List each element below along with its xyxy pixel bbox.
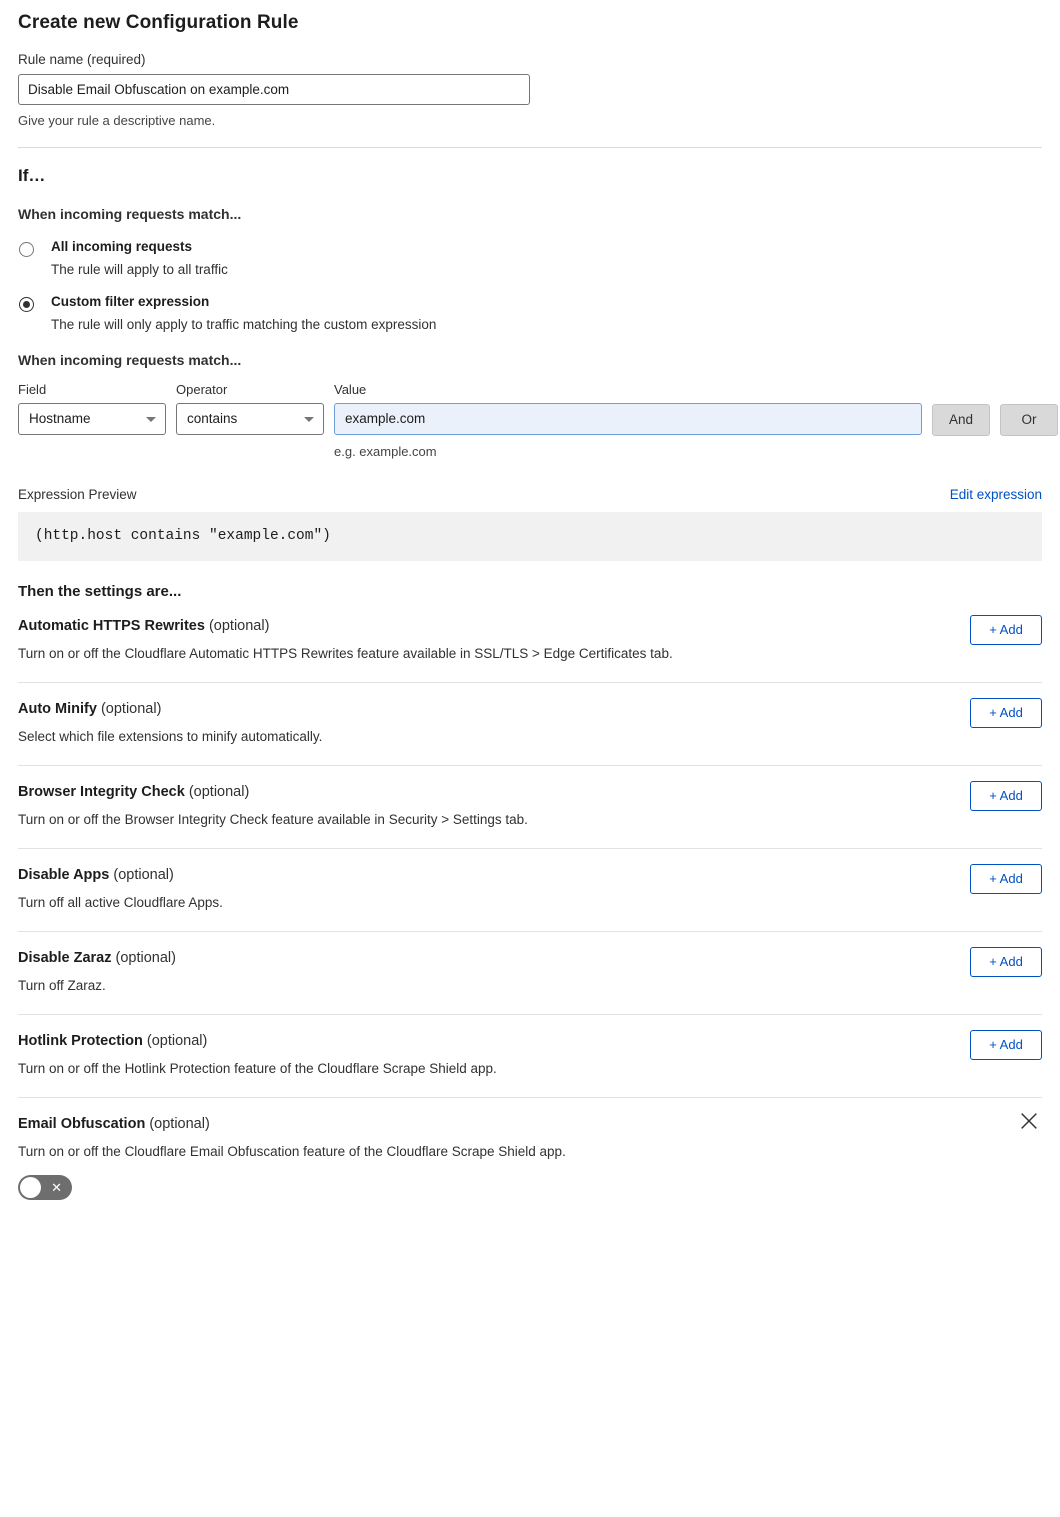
setting-optional: (optional) [115, 949, 176, 966]
email-obfuscation-toggle[interactable] [18, 1175, 72, 1200]
radio-icon-custom-filter[interactable] [19, 297, 34, 312]
add-button-auto-minify[interactable]: + Add [970, 698, 1042, 728]
setting-optional: (optional) [208, 617, 270, 634]
setting-title [18, 618, 1042, 634]
operator-column [176, 382, 324, 435]
radio-option-all-requests[interactable] [18, 240, 1042, 277]
rule-name-label: Rule name (required) [18, 52, 146, 67]
setting-name: Automatic HTTPS Rewrites [18, 617, 205, 634]
operator-label: Operator [176, 381, 228, 397]
setting-optional: (optional) [188, 783, 250, 800]
setting-optional: (optional) [113, 866, 174, 883]
radio-desc-custom-filter: The rule will only apply to traffic matching the custom expression [51, 316, 437, 332]
setting-disable-apps [18, 849, 1042, 932]
setting-title [18, 950, 1042, 966]
match-heading: When incoming requests match... [18, 206, 242, 222]
setting-title [18, 784, 1042, 800]
value-hint: e.g. example.com [334, 443, 437, 459]
add-button-disable-apps[interactable]: + Add [970, 864, 1042, 894]
and-button-wrap [932, 382, 990, 436]
setting-title [18, 1033, 1042, 1049]
setting-title [18, 1116, 1042, 1132]
setting-optional: (optional) [146, 1032, 208, 1049]
toggle-knob [20, 1177, 41, 1198]
setting-name: Hotlink Protection [18, 1032, 143, 1049]
setting-title [18, 701, 1042, 717]
filter-builder-row [18, 382, 1042, 459]
operator-select[interactable] [176, 403, 324, 435]
add-button-disable-zaraz[interactable]: + Add [970, 947, 1042, 977]
rule-name-group [18, 52, 1042, 128]
then-settings-heading: Then the settings are... [18, 582, 182, 600]
close-icon: ✕ [51, 1179, 62, 1195]
add-button-automatic-https-rewrites[interactable]: + Add [970, 615, 1042, 645]
chevron-down-icon [146, 417, 156, 422]
and-button[interactable]: And [932, 404, 990, 436]
setting-name: Browser Integrity Check [18, 783, 185, 800]
setting-auto-minify [18, 683, 1042, 766]
or-button[interactable]: Or [1000, 404, 1058, 436]
setting-description: Turn off Zaraz. [18, 977, 106, 993]
divider [18, 147, 1042, 148]
setting-name: Disable Apps [18, 866, 110, 883]
operator-select-value: contains [187, 411, 238, 427]
field-select-value: Hostname [29, 411, 91, 427]
expression-header [18, 487, 1042, 502]
setting-description: Turn on or off the Cloudflare Email Obfuscation feature of the Cloudflare Scrape Shield app. [18, 1143, 566, 1159]
setting-name: Auto Minify [18, 700, 97, 717]
filter-builder-heading: When incoming requests match... [18, 351, 242, 368]
value-column [334, 382, 922, 459]
or-button-wrap [1000, 382, 1058, 436]
setting-title [18, 867, 1042, 883]
rule-name-help: Give your rule a descriptive name. [18, 113, 216, 128]
expression-preview-label: Expression Preview [18, 486, 137, 502]
setting-name: Disable Zaraz [18, 949, 112, 966]
radio-option-custom-filter[interactable] [18, 295, 1042, 332]
page-title: Create new Configuration Rule [18, 12, 299, 33]
remove-setting-icon[interactable] [1018, 1110, 1040, 1132]
setting-name: Email Obfuscation [18, 1115, 146, 1132]
edit-expression-link[interactable]: Edit expression [949, 486, 1042, 502]
setting-description: Turn on or off the Browser Integrity Check feature available in Security > Settings tab. [18, 811, 528, 827]
add-button-browser-integrity-check[interactable]: + Add [970, 781, 1042, 811]
value-label: Value [334, 381, 367, 397]
field-label: Field [18, 381, 47, 397]
value-input[interactable] [334, 403, 922, 435]
setting-hotlink-protection [18, 1015, 1042, 1098]
chevron-down-icon [304, 417, 314, 422]
setting-description: Turn on or off the Hotlink Protection feature of the Cloudflare Scrape Shield app. [18, 1060, 497, 1076]
setting-email-obfuscation [18, 1098, 1042, 1226]
setting-optional: (optional) [149, 1115, 210, 1132]
expression-preview-box: (http.host contains "example.com") [18, 512, 1042, 561]
setting-optional: (optional) [100, 700, 162, 717]
radio-desc-all-requests: The rule will apply to all traffic [51, 261, 228, 277]
radio-label-custom-filter: Custom filter expression [51, 293, 210, 309]
setting-description: Turn off all active Cloudflare Apps. [18, 894, 223, 910]
if-section-heading: If… [18, 166, 46, 185]
field-select[interactable] [18, 403, 166, 435]
radio-label-all-requests: All incoming requests [51, 239, 193, 254]
rule-name-input[interactable] [18, 74, 530, 105]
setting-disable-zaraz [18, 932, 1042, 1015]
setting-description: Select which file extensions to minify automatically. [18, 728, 323, 744]
setting-automatic-https-rewrites [18, 600, 1042, 683]
radio-icon-all-requests[interactable] [19, 242, 34, 257]
add-button-hotlink-protection[interactable]: + Add [970, 1030, 1042, 1060]
setting-description: Turn on or off the Cloudflare Automatic HTTPS Rewrites feature available in SSL/TLS > Edge Certificates tab. [18, 645, 673, 661]
field-column [18, 382, 166, 435]
setting-browser-integrity-check [18, 766, 1042, 849]
